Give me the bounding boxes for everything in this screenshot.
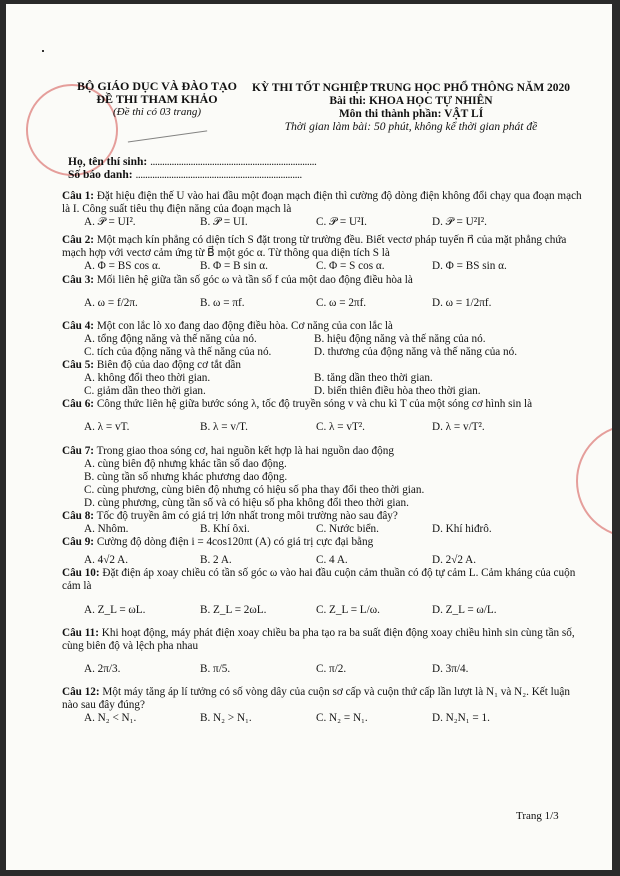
header-right: [238, 82, 584, 134]
header-left: [62, 80, 252, 119]
option-d: D. thương của động năng và thế năng của nó.: [314, 345, 518, 358]
question-8: Câu 8: Tốc độ truyền âm có giá trị lớn nhất trong môi trường nào sau đây?: [62, 509, 398, 522]
option-b: B. 𝒫 = UI.: [200, 216, 248, 229]
option-a: A. 𝒫 = UI².: [84, 216, 136, 229]
question-10: Câu 10: Đặt điện áp xoay chiều có tần số góc ω vào hai đầu cuộn cảm thuần có độ tự cảm L. Cảm kháng của cuộn cảm là: [62, 567, 576, 593]
option-d: D. N₂N₁ = 1.: [432, 712, 490, 725]
option-c: C. 4 A.: [316, 554, 348, 567]
question-11: Câu 11: Khi hoạt động, máy phát điện xoay chiều ba pha tạo ra ba suất điện động xoay chiều hình sin cùng tần số, cùng biên độ và lệch pha nhau: [62, 626, 575, 652]
option-a: A. tổng động năng và thế năng của nó.: [84, 332, 257, 345]
option-d: D. ω = 1/2πf.: [432, 296, 492, 309]
options-6: [62, 421, 586, 434]
question-7: Câu 7: Trong giao thoa sóng cơ, hai nguồn kết hợp là hai nguồn dao động: [62, 444, 394, 457]
option-c: C. cùng phương, cùng biên độ nhưng có hiệu số pha thay đổi theo thời gian.: [84, 483, 425, 496]
options-12: [62, 712, 586, 725]
option-a: A. Z_L = ωL.: [84, 603, 146, 616]
question-5: Câu 5: Biên độ của dao động cơ tắt dần: [62, 359, 241, 372]
candidate-id-field: ......................................................................: [135, 169, 302, 181]
option-c: C. tích của động năng và thế năng của nó.: [84, 345, 272, 358]
option-c: C. Φ = S cos α.: [316, 260, 385, 273]
question-3: Câu 3: Mối liên hệ giữa tần số góc ω và tần số f của một dao động điều hòa là: [62, 273, 413, 286]
question-2: Câu 2: Một mạch kín phẳng có diện tích S đặt trong từ trường đều. Biết vectơ pháp tuyến n⃗ của mặt phẳng chứa mạch hợp với vectơ cảm ứng từ B⃗ một góc α. Từ thông qua diện tích S là: [62, 234, 567, 260]
option-c: C. ω = 2πf.: [316, 296, 367, 309]
ministry-name: BỘ GIÁO DỤC VÀ ĐÀO TẠO: [77, 79, 237, 93]
candidate-id-label: Số báo danh:: [68, 169, 133, 181]
questions: [62, 190, 586, 725]
option-b: B. ω = πf.: [200, 296, 245, 309]
options-5b: [62, 385, 586, 398]
options-4b: [62, 346, 586, 359]
option-a: A. ω = f/2π.: [84, 296, 138, 309]
question-12: Câu 12: Một máy tăng áp lí tưởng có số vòng dây của cuộn sơ cấp và cuộn thứ cấp lần lượt là N₁ và N₂. Kết luận nào sau đây đúng?: [62, 685, 570, 711]
option-d: D. biến thiên điều hòa theo thời gian.: [314, 385, 481, 398]
option-b: B. Z_L = 2ωL.: [200, 603, 267, 616]
option-c: C. Nước biển.: [316, 523, 379, 536]
time-allowed: Thời gian làm bài: 50 phút, không kể thời gian phát đề: [284, 121, 538, 133]
option-d: D. 𝒫 = U²I².: [432, 216, 487, 229]
page-count-note: (Đề thi có 03 trang): [113, 106, 201, 118]
options-2: [62, 260, 586, 273]
options-3: [62, 297, 586, 310]
option-b: B. hiệu động năng và thế năng của nó.: [314, 332, 486, 345]
option-c: C. 𝒫 = U²I.: [316, 216, 367, 229]
options-4a: [62, 333, 586, 346]
candidate-name-label: Họ, tên thí sinh:: [68, 156, 148, 168]
option-a: A. N₂ < N₁.: [84, 712, 137, 725]
options-9: [62, 554, 586, 567]
option-c: C. λ = vT².: [316, 421, 365, 434]
candidate-info: [68, 156, 316, 182]
option-d: D. λ = v/T².: [432, 421, 485, 434]
options-11: [62, 663, 586, 676]
option-c: C. N₂ = N₁.: [316, 712, 368, 725]
option-a: A. Φ = BS cos α.: [84, 260, 161, 273]
question-4: Câu 4: Một con lắc lò xo đang dao động điều hòa. Cơ năng của con lắc là: [62, 319, 393, 332]
option-d: D. Z_L = ω/L.: [432, 603, 497, 616]
option-d: D. Khí hiđrô.: [432, 523, 492, 536]
option-a: A. 4√2 A.: [84, 554, 129, 567]
option-d: D. Φ = BS sin α.: [432, 260, 507, 273]
option-b: B. π/5.: [200, 662, 231, 675]
candidate-name-field: ......................................................................: [150, 156, 317, 168]
option-a: A. λ = vT.: [84, 421, 130, 434]
option-b: B. Φ = B sin α.: [200, 260, 268, 273]
question-1: Câu 1: Đặt hiệu điện thế U vào hai đầu một đoạn mạch điện thì cường độ dòng điện không đổi chạy qua đoạn mạch là I. Công suất tiêu thụ điện năng của đoạn mạch là: [62, 190, 582, 216]
options-1: [62, 216, 586, 229]
option-d: D. 2√2 A.: [432, 554, 477, 567]
option-b: B. N₂ > N₁.: [200, 712, 252, 725]
option-b: B. λ = v/T.: [200, 421, 248, 434]
page-number: Trang 1/3: [516, 810, 559, 822]
question-6: Câu 6: Công thức liên hệ giữa bước sóng λ, tốc độ truyền sóng v và chu kì T của một sóng cơ hình sin là: [62, 398, 533, 411]
option-c: C. Z_L = L/ω.: [316, 603, 380, 616]
option-c: C. π/2.: [316, 662, 347, 675]
option-d: D. cùng phương, cùng tần số và có hiệu số pha không đổi theo thời gian.: [84, 496, 409, 509]
option-a: A. Nhôm.: [84, 523, 129, 536]
exam-subject: Bài thi: KHOA HỌC TỰ NHIÊN: [329, 95, 493, 107]
option-d: D. 3π/4.: [432, 662, 469, 675]
option-a: A. 2π/3.: [84, 662, 121, 675]
options-5a: [62, 372, 586, 385]
option-b: B. cùng tần số nhưng khác phương dao động.: [84, 470, 288, 483]
option-a: A. cùng biên độ nhưng khác tần số dao động.: [84, 457, 287, 470]
option-b: B. tăng dần theo thời gian.: [314, 372, 433, 385]
option-a: A. không đổi theo thời gian.: [84, 372, 211, 385]
option-b: B. Khí ôxi.: [200, 523, 250, 536]
speck: [42, 50, 44, 52]
options-8: [62, 523, 586, 536]
exam-title: KỲ THI TỐT NGHIỆP TRUNG HỌC PHỔ THÔNG NĂM 2020: [251, 82, 571, 94]
component-subject: Môn thi thành phần: VẬT LÍ: [338, 108, 484, 120]
options-10: [62, 604, 586, 617]
question-9: Câu 9: Cường độ dòng điện i = 4cos120πt (A) có giá trị cực đại bằng: [62, 536, 374, 549]
option-b: B. 2 A.: [200, 554, 232, 567]
exam-page: [6, 4, 612, 870]
exam-type: ĐỀ THI THAM KHẢO: [96, 92, 218, 106]
option-c: C. giảm dần theo thời gian.: [84, 385, 206, 398]
